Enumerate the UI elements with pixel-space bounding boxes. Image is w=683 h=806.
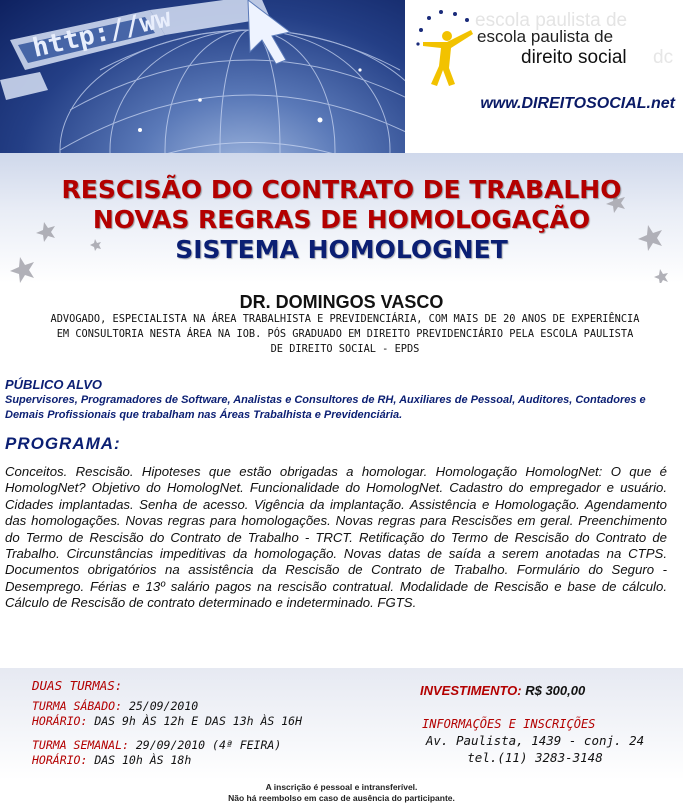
- speaker-name: DR. DOMINGOS VASCO: [239, 292, 444, 312]
- info-phone[interactable]: tel.(11) 3283-3148: [467, 750, 603, 765]
- logo-ghost-text-2: dc: [653, 47, 674, 68]
- site-url-link[interactable]: www.DIREITOSOCIAL.net: [480, 95, 675, 112]
- investment-price: R$ 300,00: [521, 683, 586, 698]
- saturday-hours-label: HORÁRIO:: [32, 714, 88, 728]
- weekly-class-row: [32, 738, 281, 752]
- program-text: Conceitos. Rescisão. Hipoteses que estão obrigadas a homologar. Homologação HomologNet: O que é HomologNet? Objetivo do HomologNet. Funcionalidade do HomologNet. Cadastro do empregador e usuário. Cidades implantadas. Senha de acesso. Vigência da implantação. Assistência e Homologação. Agendamento das homologações. Novas regras para homologações. Novas regras para Rescisões em geral. Preenchimento do Termo de Rescisão do Contrato de Trabalho - TRCT. Retificação do Termo de Rescisão do Contrato de Trabalho. Circunstâncias impeditivas da homologação. Novas datas de saída a serem anotadas na CTPS. Documentos obrigatórios na assistência da Rescisão de Contrato de Trabalho. Formulário do Seguro - Desemprego. Férias e 13º salário pagos na rescisão contratual. Modalidade de Rescisão e base de cálculo. Cálculo de Rescisão de contrato determinado e indeterminado. FGTS.: [5, 464, 667, 611]
- logo-figure-icon: [413, 8, 477, 90]
- saturday-class-label: TURMA SÁBADO:: [32, 699, 123, 713]
- title-line-1: RESCISÃO DO CONTRATO DE TRABALHO: [61, 175, 622, 204]
- saturday-hours-value: DAS 9h ÀS 12h E DAS 13h ÀS 16H: [87, 714, 303, 728]
- footer-note-1: A inscrição é pessoal e intransferível.: [265, 782, 418, 792]
- logo-name-line2: direito social: [521, 47, 627, 68]
- saturday-class-date: 25/09/2010: [122, 699, 199, 713]
- weekly-class-date: 29/09/2010 (4ª FEIRA): [128, 738, 282, 752]
- weekly-hours-label: HORÁRIO:: [32, 753, 88, 767]
- title-band: [0, 153, 683, 283]
- weekly-hours-value: DAS 10h ÀS 18h: [87, 753, 192, 767]
- logo-ghost-text: escola paulista de: [475, 10, 628, 31]
- globe-keyboard-graphic: [0, 0, 405, 153]
- audience-text: Supervisores, Programadores de Software, Analistas e Consultores de RH, Auxiliares de Pessoal, Auditores, Contadores e Demais Profissionais que trabalham nas Áreas Trabalhista e Previdenciária.: [5, 394, 646, 421]
- investment-row: [420, 683, 585, 698]
- title-line-2: NOVAS REGRAS DE HOMOLOGAÇÃO: [92, 205, 591, 234]
- footer-note-2: Não há reembolso em caso de ausência do participante.: [228, 793, 455, 803]
- weekly-class-label: TURMA SEMANAL:: [32, 738, 129, 752]
- classes-heading: DUAS TURMAS:: [32, 678, 123, 693]
- logo-area: [405, 0, 683, 153]
- speaker-bio: ADVOGADO, ESPECIALISTA NA ÁREA TRABALHISTA E PREVIDENCIÁRIA, COM MAIS DE 20 ANOS DE EXPERIÊNCIA EM CONSULTORIA NESTA ÁREA NA IOB. PÓS GRADUADO EM DIREITO PREVIDENCIÁRIO PELA ESCOLA PAULISTA DE DIREITO SOCIAL - EPDS: [50, 313, 640, 355]
- program-heading: PROGRAMA:: [5, 434, 121, 453]
- title-line-3: SISTEMA HOMOLOGNET: [175, 235, 508, 264]
- header: [0, 0, 683, 153]
- saturday-class-row: [32, 699, 198, 713]
- info-address: Av. Paulista, 1439 - conj. 24: [425, 733, 645, 748]
- cursor-arrow-icon: [248, 0, 290, 64]
- weekly-hours-row: [32, 753, 191, 767]
- logo-name-line1: escola paulista de: [477, 27, 614, 46]
- star-icon: [654, 269, 668, 283]
- audience-heading: PÚBLICO ALVO: [5, 377, 103, 392]
- investment-label: INVESTIMENTO:: [420, 683, 522, 698]
- banner-url-text: http://ww: [29, 2, 174, 64]
- info-heading: INFORMAÇÕES E INSCRIÇÕES: [422, 717, 596, 731]
- saturday-hours-row: [32, 714, 302, 728]
- internet-banner-image: [0, 0, 405, 153]
